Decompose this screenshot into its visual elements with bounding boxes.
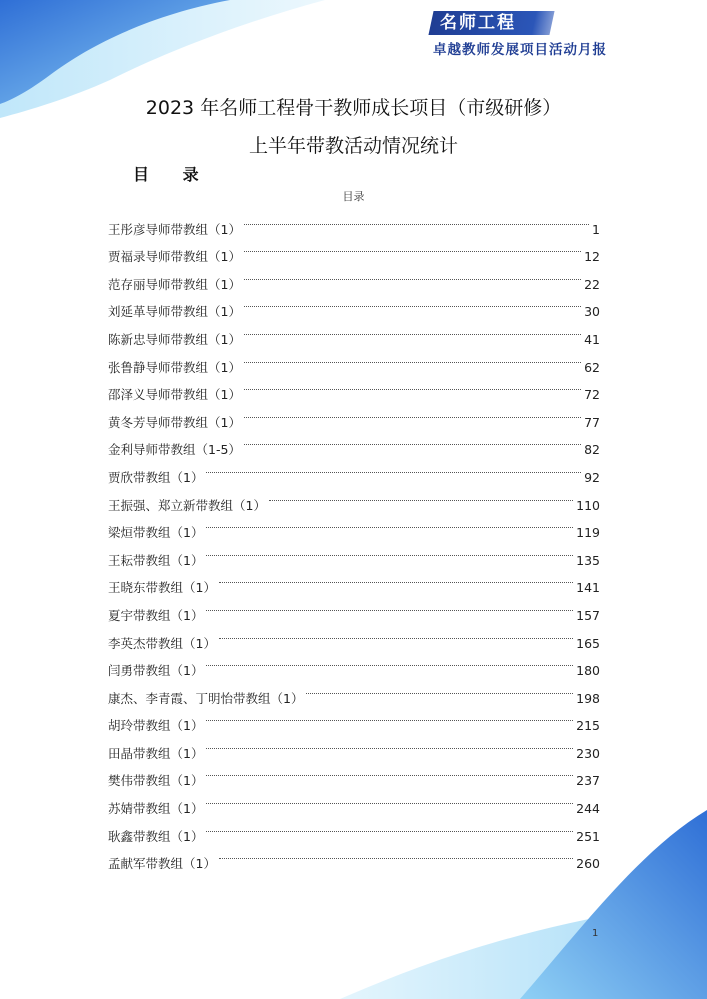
header-subtitle: 卓越教师发展项目活动月报: [433, 42, 607, 58]
document-title: 2023 年名师工程骨干教师成长项目（市级研修）: [145, 97, 562, 119]
toc-entry-page[interactable]: 82: [584, 442, 600, 458]
toc-entry-label[interactable]: 邵泽义导师带教组（1）: [108, 387, 241, 403]
toc-entry-label[interactable]: 张鲁静导师带教组（1）: [108, 359, 241, 375]
toc-entry-label[interactable]: 陈新忠导师带教组（1）: [108, 331, 241, 347]
toc-entry-label[interactable]: 梁烜带教组（1）: [108, 525, 204, 541]
toc-dot-leader: [206, 454, 581, 482]
toc-entry-label[interactable]: 贾福录导师带教组（1）: [108, 249, 241, 265]
toc-dot-leader: [244, 372, 581, 400]
toc-entry-page[interactable]: 92: [584, 469, 600, 485]
toc-entry-page[interactable]: 22: [584, 276, 600, 292]
toc-entry-label[interactable]: 王耘带教组（1）: [108, 552, 204, 568]
toc-dot-leader: [244, 206, 589, 234]
toc-dot-leader: [306, 675, 573, 703]
toc-entry-label[interactable]: 范存丽导师带教组（1）: [108, 276, 241, 292]
toc-entry-label[interactable]: 耿鑫带教组（1）: [108, 828, 204, 844]
toc-entry-label[interactable]: 贾欣带教组（1）: [108, 469, 204, 485]
toc-dot-leader: [244, 399, 581, 427]
toc-entry-page[interactable]: 77: [584, 414, 600, 430]
toc-entry-label[interactable]: 孟献军带教组（1）: [108, 856, 216, 872]
toc-entry-page[interactable]: 251: [576, 828, 600, 844]
toc-entry-label[interactable]: 田晶带教组（1）: [108, 745, 204, 761]
toc-dot-leader: [219, 565, 573, 593]
toc-entry-label[interactable]: 王彤彦导师带教组（1）: [108, 221, 241, 237]
header-badge: 名师工程: [440, 13, 516, 33]
toc-dot-leader: [206, 758, 573, 786]
toc-entry-page[interactable]: 62: [584, 359, 600, 375]
toc-entry-page[interactable]: 135: [576, 552, 600, 568]
toc-entry-label[interactable]: 康杰、李青霞、丁明怡带教组（1）: [108, 690, 304, 706]
toc-entry-page[interactable]: 41: [584, 331, 600, 347]
toc-dot-leader: [219, 841, 573, 869]
toc-entry-label[interactable]: 胡玲带教组（1）: [108, 718, 204, 734]
toc-dot-leader: [206, 592, 573, 620]
toc-entry-page[interactable]: 157: [576, 607, 600, 623]
toc-dot-leader: [206, 730, 573, 758]
toc-subheading: 目录: [342, 190, 365, 203]
toc-entry[interactable]: [108, 206, 600, 237]
toc-entry-label[interactable]: 闫勇带教组（1）: [108, 663, 204, 679]
toc-entry-page[interactable]: 141: [576, 580, 600, 596]
toc-dot-leader: [244, 289, 581, 317]
toc-entry-label[interactable]: 樊伟带教组（1）: [108, 773, 204, 789]
toc-entry-label[interactable]: 刘延革导师带教组（1）: [108, 304, 241, 320]
toc-dot-leader: [244, 316, 581, 344]
toc-entry-page[interactable]: 110: [576, 497, 600, 513]
page-number: 1: [592, 928, 599, 939]
toc-entry-page[interactable]: 237: [576, 773, 600, 789]
toc-dot-leader: [206, 510, 573, 538]
toc-entry-page[interactable]: 12: [584, 249, 600, 265]
toc-dot-leader: [206, 703, 573, 731]
document-subtitle: 上半年带教活动情况统计: [248, 135, 458, 157]
toc-dot-leader: [244, 261, 581, 289]
toc-entry-page[interactable]: 1: [592, 221, 600, 237]
toc-dot-leader: [206, 813, 573, 841]
toc-dot-leader: [206, 785, 573, 813]
table-of-contents: [108, 206, 600, 872]
toc-entry-page[interactable]: 180: [576, 663, 600, 679]
toc-dot-leader: [269, 482, 573, 510]
toc-entry-page[interactable]: 230: [576, 745, 600, 761]
toc-entry-label[interactable]: 苏婧带教组（1）: [108, 801, 204, 817]
toc-entry-label[interactable]: 金利导师带教组（1-5）: [108, 442, 241, 458]
toc-entry-page[interactable]: 260: [576, 856, 600, 872]
toc-heading: 目 录: [133, 165, 213, 184]
toc-dot-leader: [244, 344, 581, 372]
toc-dot-leader: [219, 620, 573, 648]
toc-entry-page[interactable]: 244: [576, 801, 600, 817]
toc-dot-leader: [244, 427, 581, 455]
toc-dot-leader: [206, 648, 573, 676]
toc-dot-leader: [206, 537, 573, 565]
toc-entry-page[interactable]: 198: [576, 690, 600, 706]
toc-entry-label[interactable]: 黄冬芳导师带教组（1）: [108, 414, 241, 430]
toc-entry-label[interactable]: 王振强、郑立新带教组（1）: [108, 497, 266, 513]
toc-entry-page[interactable]: 72: [584, 387, 600, 403]
toc-entry-label[interactable]: 王晓东带教组（1）: [108, 580, 216, 596]
toc-entry-page[interactable]: 165: [576, 635, 600, 651]
toc-entry-label[interactable]: 夏宇带教组（1）: [108, 607, 204, 623]
toc-entry-page[interactable]: 119: [576, 525, 600, 541]
toc-entry-label[interactable]: 李英杰带教组（1）: [108, 635, 216, 651]
toc-entry-page[interactable]: 30: [584, 304, 600, 320]
toc-entry-page[interactable]: 215: [576, 718, 600, 734]
toc-dot-leader: [244, 234, 581, 262]
